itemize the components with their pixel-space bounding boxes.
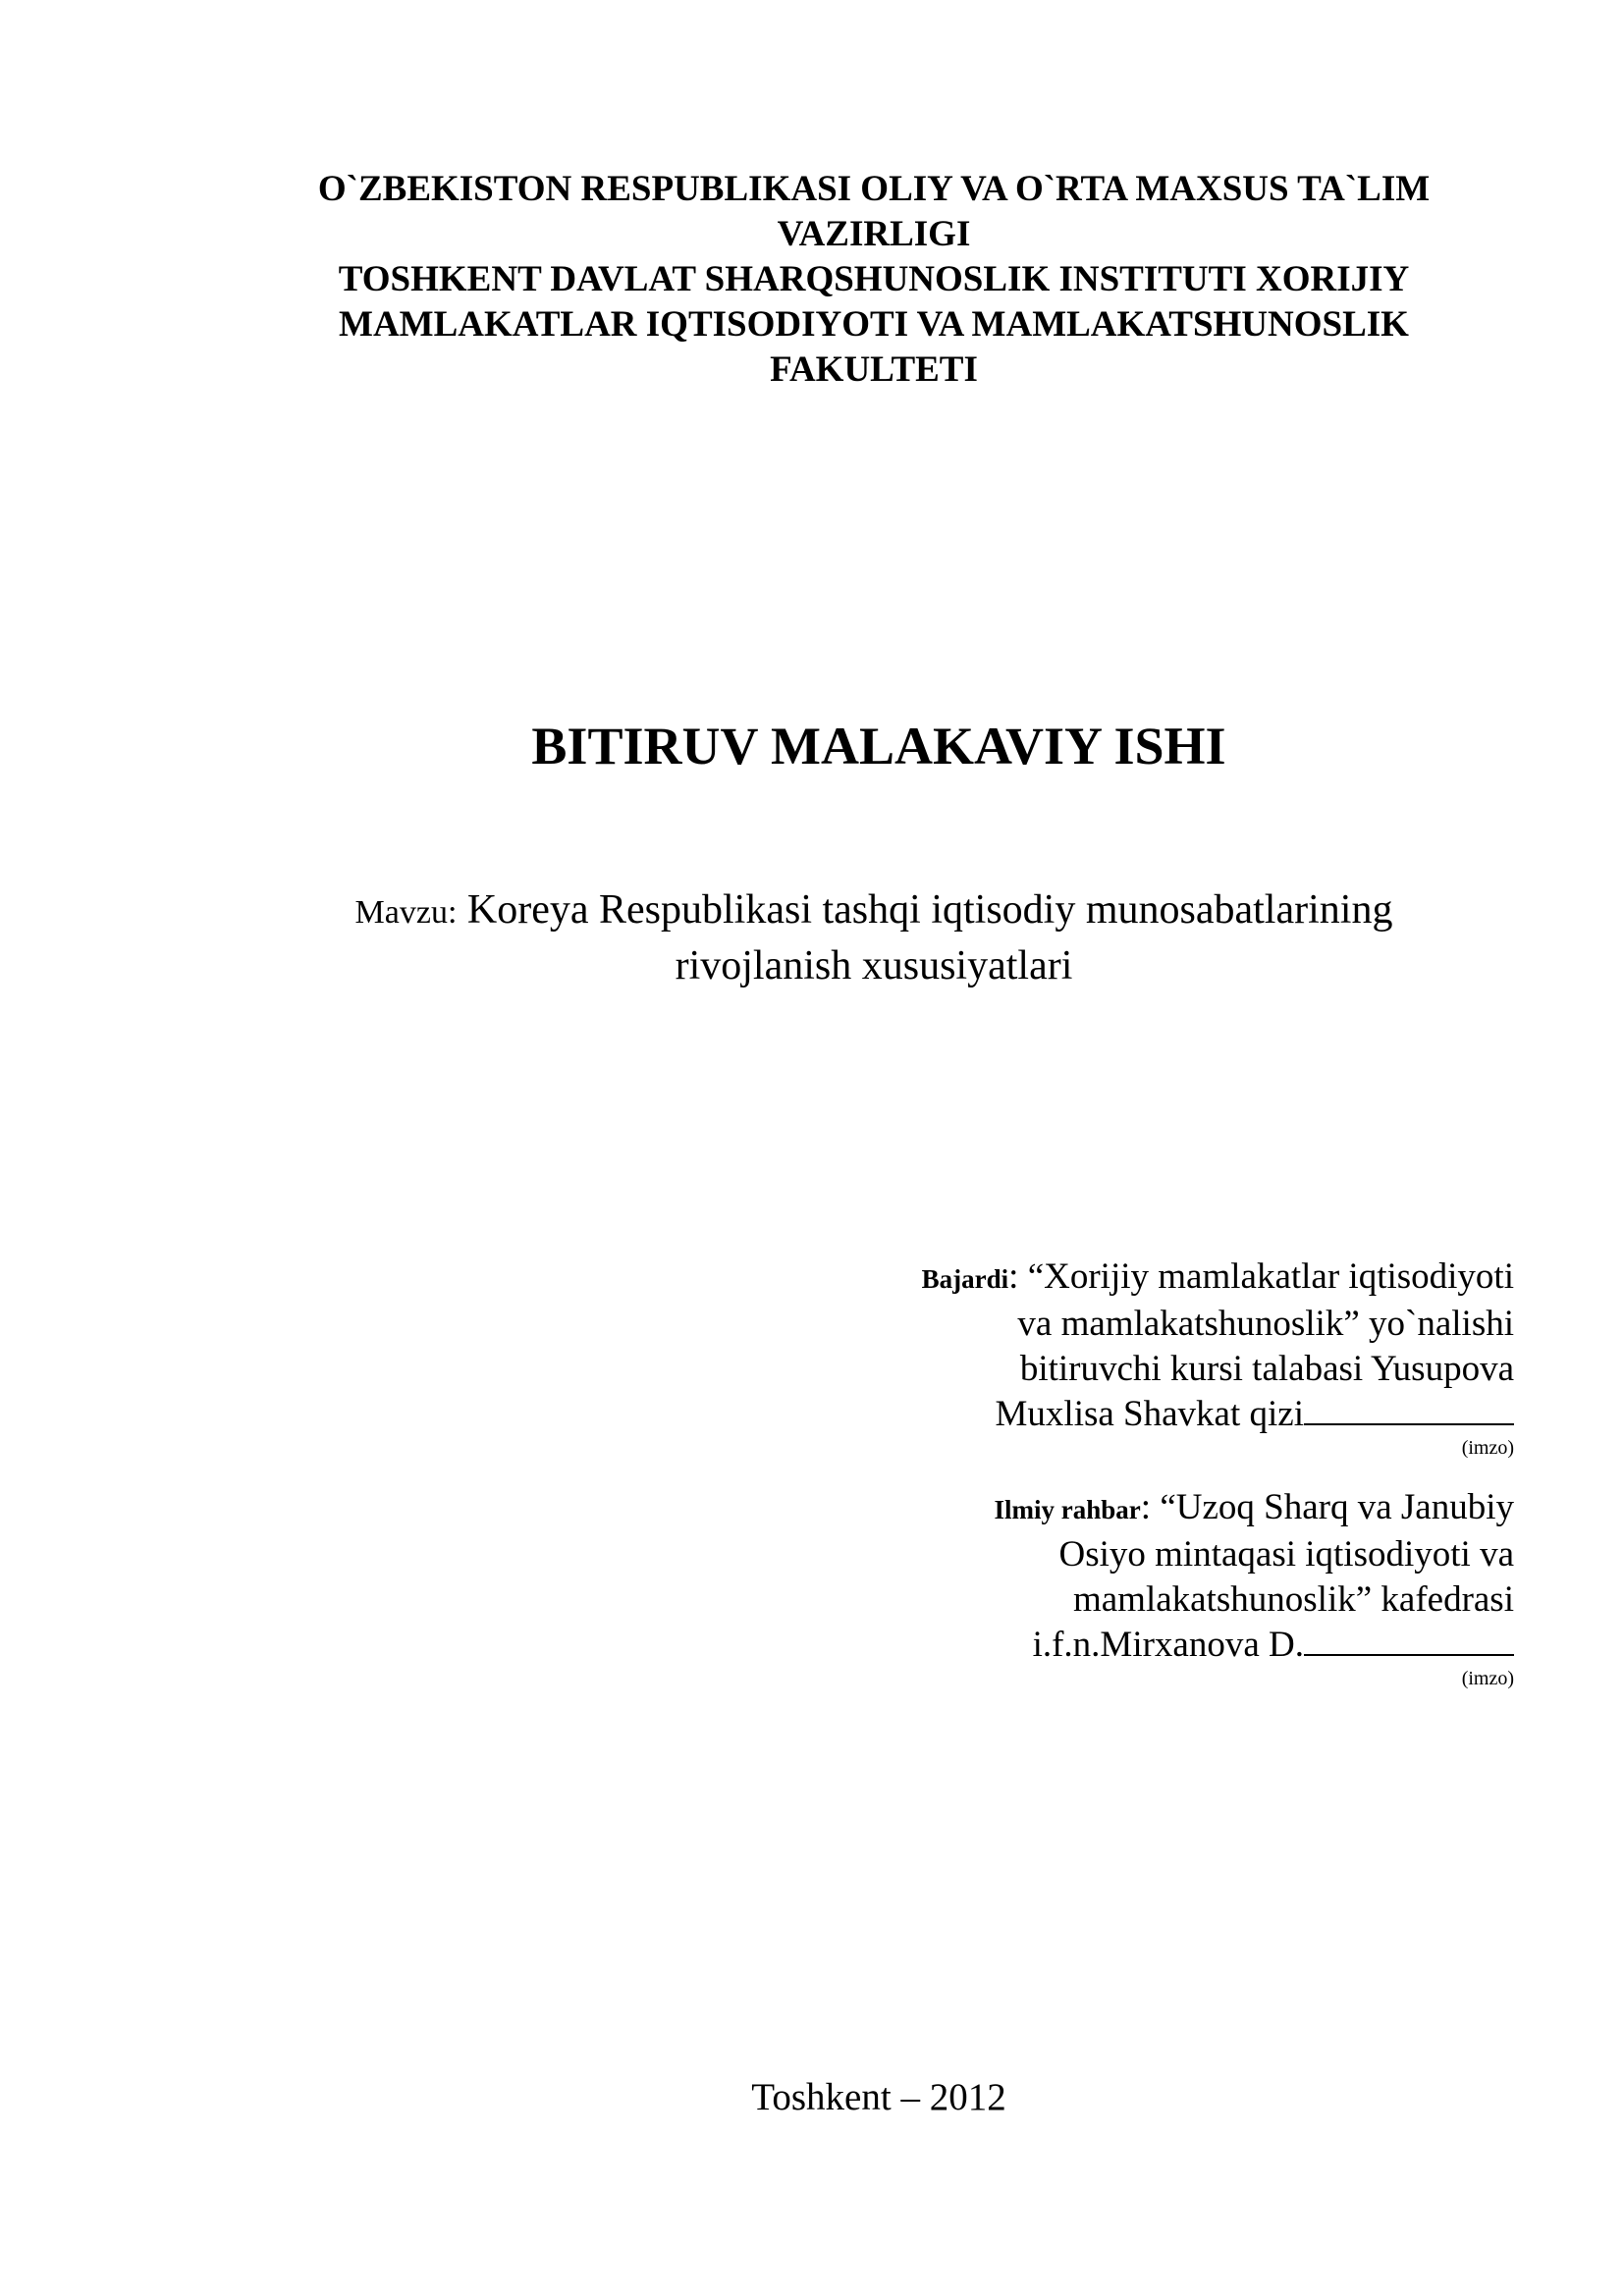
signature-caption: (imzo) [1461,1437,1514,1459]
signature-line [1304,1394,1514,1425]
performer-block: Bajardi: “Xorijiy mamlakatlar iqtisodiyoti va mamlakatshunoslik” yo`nalishi bitiruvchi kursi talabasi Yusupova Muxlisa Shavkat qizi (imzo) [921,1256,1514,1459]
signature-line [1304,1625,1514,1656]
performer-line: Muxlisa Shavkat qizi [995,1394,1304,1434]
topic-label: Mavzu: [354,894,458,931]
header-line: O`ZBEKISTON RESPUBLIKASI OLIY VA O`RTA MAXSUS TA`LIM [317,169,1431,209]
ministry-header [177,167,1571,393]
performer-line: va mamlakatshunoslik” yo`nalishi [1017,1304,1514,1344]
supervisor-line: Osiyo mintaqasi iqtisodiyoti va [1058,1534,1514,1575]
topic-text-line1: Koreya Respublikasi tashqi iqtisodiy munosabatlarining [466,887,1393,933]
header-line: TOSHKENT DAVLAT SHARQSHUNOSLIK INSTITUTI XORIJIY [338,259,1410,299]
header-line: MAMLAKATLAR IQTISODIYOTI VA MAMLAKATSHUNOSLIK [339,304,1409,345]
supervisor-line: “Uzoq Sharq va Janubiy [1160,1487,1514,1527]
topic-text-line2: rivojlanish xususiyatlari [675,943,1073,988]
place-year: Toshkent – 2012 [751,2076,1006,2118]
supervisor-block: Ilmiy rahbar: “Uzoq Sharq va Janubiy Osiyo mintaqasi iqtisodiyoti va mamlakatshunoslik” kafedrasi i.f.n.Mirxanova D. (imzo) [994,1487,1514,1689]
performer-line: “Xorijiy mamlakatlar iqtisodiyoti [1027,1256,1514,1297]
supervisor-line: mamlakatshunoslik” kafedrasi [1072,1579,1514,1620]
header-line: VAZIRLIGI [777,214,971,254]
document-title: BITIRUV MALAKAVIY ISHI [531,717,1226,775]
signature-caption: (imzo) [1461,1668,1514,1689]
header-line: FAKULTETI [770,349,978,390]
topic-block [216,883,1532,992]
supervisor-role-label: Ilmiy rahbar [994,1495,1141,1524]
performer-role-label: Bajardi [921,1264,1009,1294]
performer-line: bitiruvchi kursi talabasi Yusupova [1019,1349,1514,1389]
supervisor-line: i.f.n.Mirxanova D. [1032,1625,1304,1665]
